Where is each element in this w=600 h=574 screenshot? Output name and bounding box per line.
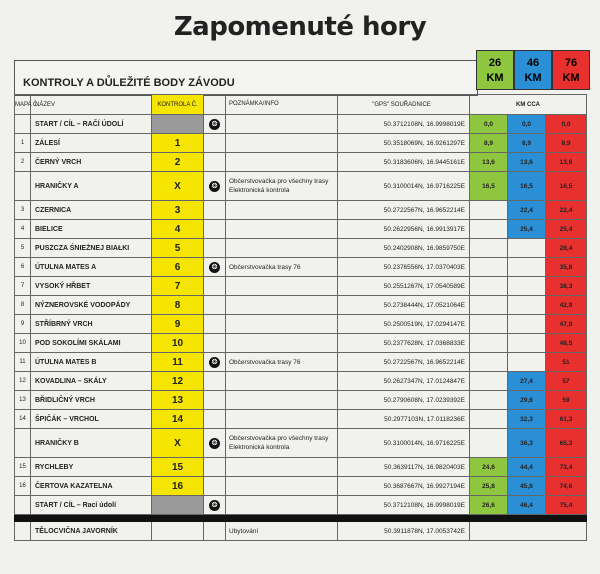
map-number: 2 xyxy=(15,153,31,172)
table-header-row xyxy=(15,95,587,115)
page-title: Zapomenuté hory xyxy=(173,12,427,42)
km26-cell: 0,0 xyxy=(470,115,508,134)
km26-cell: 26,6 xyxy=(470,496,508,515)
gps-cell: 50.3712108N, 16.9998019E xyxy=(338,496,470,515)
gps-cell: 50.3639117N, 16.9820403E xyxy=(338,458,470,477)
note-line: Občerstvovačka pro všechny trasy xyxy=(229,178,329,185)
separator-cell xyxy=(226,515,338,522)
separator-cell xyxy=(204,515,226,522)
map-number: 1 xyxy=(15,134,31,153)
food-cell xyxy=(204,315,226,334)
separator-cell xyxy=(31,515,152,522)
food-cell xyxy=(204,429,226,458)
km26-cell xyxy=(470,410,508,429)
table-row xyxy=(15,172,587,201)
km46-cell xyxy=(508,315,546,334)
note-cell xyxy=(226,429,338,458)
gps-cell: 50.3100014N, 16.9716225E xyxy=(338,172,470,201)
checkpoint-name: ZÁLESÍ xyxy=(31,134,152,153)
checkpoint-name: NÝZNEROVSKÉ VODOPÁDY xyxy=(31,296,152,315)
km26-cell: 13,6 xyxy=(470,153,508,172)
km-26-header xyxy=(476,50,514,90)
km46-cell: 44,4 xyxy=(508,458,546,477)
food-cell xyxy=(204,353,226,372)
km26-cell: 8,9 xyxy=(470,134,508,153)
note-cell xyxy=(226,220,338,239)
control-number: 4 xyxy=(152,220,204,239)
km26-cell xyxy=(470,258,508,277)
note-cell xyxy=(226,334,338,353)
food-cell xyxy=(204,172,226,201)
table-row xyxy=(15,477,587,496)
km46-cell xyxy=(508,334,546,353)
km46-cell: 45,6 xyxy=(508,477,546,496)
km46-cell: 32,3 xyxy=(508,410,546,429)
food-cell xyxy=(204,410,226,429)
note-cell xyxy=(226,201,338,220)
km26-cell: 16,5 xyxy=(470,172,508,201)
control-number: 1 xyxy=(152,134,204,153)
gps-cell: 50.2551267N, 17.0540589E xyxy=(338,277,470,296)
map-number: 11 xyxy=(15,353,31,372)
gps-cell: 50.2402908N, 16.9859750E xyxy=(338,239,470,258)
table-row xyxy=(15,277,587,296)
km-header-label: 76 xyxy=(564,57,578,69)
km76-cell: 16,5 xyxy=(546,172,587,201)
note-cell xyxy=(226,258,338,277)
control-number: 6 xyxy=(152,258,204,277)
km26-cell xyxy=(470,239,508,258)
food-cell xyxy=(204,391,226,410)
map-number: 15 xyxy=(15,458,31,477)
km76-cell: 25,4 xyxy=(546,220,587,239)
control-number xyxy=(152,496,204,515)
km76-cell: 28,4 xyxy=(546,239,587,258)
km76-cell: 8,9 xyxy=(546,134,587,153)
km46-cell: 29,6 xyxy=(508,391,546,410)
control-number: 14 xyxy=(152,410,204,429)
checkpoint-name: ÚTULNA MATES B xyxy=(31,353,152,372)
section-header xyxy=(14,60,478,96)
gps-cell: 50.2738444N, 17.0521064E xyxy=(338,296,470,315)
km46-cell: 27,4 xyxy=(508,372,546,391)
km76-cell: 74,6 xyxy=(546,477,587,496)
km46-cell xyxy=(508,258,546,277)
map-number: 3 xyxy=(15,201,31,220)
km26-cell xyxy=(470,372,508,391)
km76-cell: 73,4 xyxy=(546,458,587,477)
gps-cell: 50.2622956N, 16.9913917E xyxy=(338,220,470,239)
note-cell xyxy=(226,296,338,315)
km46-cell xyxy=(508,277,546,296)
gps-cell: 50.3687667N, 16.9927194E xyxy=(338,477,470,496)
note-cell xyxy=(226,239,338,258)
gps-cell: 50.3100014N, 16.9716225E xyxy=(338,429,470,458)
km46-cell: 22,4 xyxy=(508,201,546,220)
checkpoint-name: ČERNÝ VRCH xyxy=(31,153,152,172)
food-cell xyxy=(204,239,226,258)
km46-cell: 36,3 xyxy=(508,429,546,458)
gps-cell: 50.3518069N, 16.9261297E xyxy=(338,134,470,153)
table-row xyxy=(15,201,587,220)
map-number: 16 xyxy=(15,477,31,496)
checkpoint-name: BIELICE xyxy=(31,220,152,239)
km-76-header xyxy=(552,50,590,90)
gps-cell: 50.3712108N, 16.9998019E xyxy=(338,115,470,134)
map-number xyxy=(15,115,31,134)
header-control: KONTROLA Č. xyxy=(152,95,204,115)
food-cell xyxy=(204,477,226,496)
control-number: 9 xyxy=(152,315,204,334)
km-header-label: 46 xyxy=(526,57,540,69)
checkpoint-name: POD SOKOLÍMI SKÁLAMI xyxy=(31,334,152,353)
control-number xyxy=(152,522,204,541)
control-number: 8 xyxy=(152,296,204,315)
km26-cell xyxy=(470,277,508,296)
gps-cell: 50.2722567N, 16.9652214E xyxy=(338,201,470,220)
km-header-label: 26 xyxy=(488,57,502,69)
km76-cell: 65,3 xyxy=(546,429,587,458)
km26-cell xyxy=(470,334,508,353)
km76-cell: 75,4 xyxy=(546,496,587,515)
food-cell xyxy=(204,258,226,277)
checkpoint-name: ÚTULNA MATES A xyxy=(31,258,152,277)
km26-cell: 25,8 xyxy=(470,477,508,496)
km76-cell: 22,4 xyxy=(546,201,587,220)
control-number: 12 xyxy=(152,372,204,391)
table-row xyxy=(15,372,587,391)
checkpoint-name: STŘÍBRNÝ VRCH xyxy=(31,315,152,334)
km76-cell: 61,3 xyxy=(546,410,587,429)
food-cell xyxy=(204,372,226,391)
control-number: 11 xyxy=(152,353,204,372)
km76-cell: 35,8 xyxy=(546,258,587,277)
note-cell: Ubytování xyxy=(226,522,338,541)
table-row xyxy=(15,458,587,477)
control-number: 13 xyxy=(152,391,204,410)
control-number: 16 xyxy=(152,477,204,496)
note-cell xyxy=(226,153,338,172)
checkpoint-name: CZERNICA xyxy=(31,201,152,220)
note-cell xyxy=(226,115,338,134)
separator-row xyxy=(15,515,587,522)
header-icon xyxy=(204,95,226,115)
note-cell xyxy=(226,172,338,201)
checkpoint-name: START / CÍL – Rací údolí xyxy=(31,496,152,515)
note-cell xyxy=(226,458,338,477)
separator-cell xyxy=(15,515,31,522)
separator-cell xyxy=(152,515,204,522)
map-number: 9 xyxy=(15,315,31,334)
km76-cell: 51 xyxy=(546,353,587,372)
note-line: Občerstvovačka trasy 76 xyxy=(229,358,301,366)
km46-cell xyxy=(508,296,546,315)
km76-cell: 0,0 xyxy=(546,115,587,134)
table-row xyxy=(15,134,587,153)
map-number xyxy=(15,522,31,541)
km46-cell xyxy=(508,239,546,258)
gps-cell: 50.2376556N, 17.0370403E xyxy=(338,258,470,277)
gps-cell: 50.2977103N, 17.0118236E xyxy=(338,410,470,429)
control-number: X xyxy=(152,172,204,201)
km76-cell: 59 xyxy=(546,391,587,410)
map-number: 4 xyxy=(15,220,31,239)
control-number: 15 xyxy=(152,458,204,477)
food-cell xyxy=(204,277,226,296)
control-number: 2 xyxy=(152,153,204,172)
map-number: 8 xyxy=(15,296,31,315)
table-row xyxy=(15,429,587,458)
gps-cell: 50.2500519N, 17.0294147E xyxy=(338,315,470,334)
note-line: Občerstvovačka trasy 76 xyxy=(229,263,301,271)
map-number xyxy=(15,172,31,201)
km76-cell: 38,3 xyxy=(546,277,587,296)
control-number: 3 xyxy=(152,201,204,220)
separator-cell xyxy=(508,515,546,522)
map-number: 7 xyxy=(15,277,31,296)
lodging-row xyxy=(15,522,587,541)
km46-cell xyxy=(508,353,546,372)
food-cell xyxy=(204,220,226,239)
gps-cell: 50.3183606N, 16.9445161E xyxy=(338,153,470,172)
km76-cell: 57 xyxy=(546,372,587,391)
checkpoint-name: KOVADLINA – SKÁLY xyxy=(31,372,152,391)
control-number: 10 xyxy=(152,334,204,353)
note-cell xyxy=(226,496,338,515)
map-number: 12 xyxy=(15,372,31,391)
header-gps: "GPS" SOUŘADNICE xyxy=(338,95,470,115)
refreshment-icon: ❂ xyxy=(209,181,220,192)
control-number: 7 xyxy=(152,277,204,296)
km46-cell: 13,6 xyxy=(508,153,546,172)
refreshment-icon: ❂ xyxy=(209,357,220,368)
table-row xyxy=(15,353,587,372)
table-row xyxy=(15,220,587,239)
note-cell xyxy=(226,315,338,334)
checkpoint-name: TĚLOCVIČNA JAVORNÍK xyxy=(31,522,152,541)
refreshment-icon: ❂ xyxy=(209,438,220,449)
gps-cell: 50.2627347N, 17.0124847E xyxy=(338,372,470,391)
checkpoint-name: ŠPIČÁK – VRCHOL xyxy=(31,410,152,429)
table-row xyxy=(15,391,587,410)
km46-cell: 8,9 xyxy=(508,134,546,153)
checkpoint-name: ČERTOVA KAZATELNA xyxy=(31,477,152,496)
header-note: POZNÁMKA/INFO xyxy=(226,95,338,115)
food-cell xyxy=(204,115,226,134)
km26-cell xyxy=(470,315,508,334)
checkpoint-name: PUSZCZA ŚNIEŻNEJ BIAŁKI xyxy=(31,239,152,258)
table-row xyxy=(15,258,587,277)
refreshment-icon: ❂ xyxy=(209,119,220,130)
control-number xyxy=(152,115,204,134)
km-46-header xyxy=(514,50,552,90)
separator-cell xyxy=(470,515,508,522)
km-header-label: KM xyxy=(486,72,504,84)
note-cell xyxy=(226,391,338,410)
control-number: X xyxy=(152,429,204,458)
km-header-label: KM xyxy=(562,72,580,84)
food-cell xyxy=(204,296,226,315)
table-row xyxy=(15,334,587,353)
note-line: Občerstvovačka pro všechny trasy xyxy=(229,435,329,442)
map-number: 10 xyxy=(15,334,31,353)
km46-cell: 46,4 xyxy=(508,496,546,515)
note-cell xyxy=(226,134,338,153)
food-cell xyxy=(204,334,226,353)
km76-cell: 13,6 xyxy=(546,153,587,172)
control-number: 5 xyxy=(152,239,204,258)
km76-cell: 42,9 xyxy=(546,296,587,315)
km26-cell: 24,6 xyxy=(470,458,508,477)
km26-cell xyxy=(470,220,508,239)
checkpoint-name: HRANIČKY A xyxy=(31,172,152,201)
note-cell xyxy=(226,277,338,296)
km26-cell xyxy=(470,429,508,458)
food-cell xyxy=(204,458,226,477)
food-cell xyxy=(204,496,226,515)
map-number: 5 xyxy=(15,239,31,258)
map-number xyxy=(15,429,31,458)
map-number: 14 xyxy=(15,410,31,429)
note-cell xyxy=(226,372,338,391)
km26-cell xyxy=(470,296,508,315)
food-cell xyxy=(204,134,226,153)
note-cell xyxy=(226,353,338,372)
controls-table xyxy=(14,94,587,541)
note-line: Elektronická kontrola xyxy=(229,444,290,451)
table-row xyxy=(15,153,587,172)
map-number: 13 xyxy=(15,391,31,410)
note-cell xyxy=(226,410,338,429)
km46-cell: 25,4 xyxy=(508,220,546,239)
table-row xyxy=(15,315,587,334)
table-row xyxy=(15,239,587,258)
gps-cell: 50.2790608N, 17.0239392E xyxy=(338,391,470,410)
checkpoint-name: BŘIDLIČNÝ VRCH xyxy=(31,391,152,410)
refreshment-icon: ❂ xyxy=(209,262,220,273)
km-header-label: KM xyxy=(524,72,542,84)
header-name: NÁZEV xyxy=(31,95,152,115)
food-cell xyxy=(204,201,226,220)
separator-cell xyxy=(546,515,587,522)
food-cell xyxy=(204,153,226,172)
table-row xyxy=(15,496,587,515)
checkpoint-name: RYCHLEBY xyxy=(31,458,152,477)
table-row xyxy=(15,410,587,429)
separator-cell xyxy=(338,515,470,522)
checkpoint-name: VYSOKÝ HŘBET xyxy=(31,277,152,296)
refreshment-icon: ❂ xyxy=(209,500,220,511)
table-row xyxy=(15,296,587,315)
header-map: MAPA Č. xyxy=(15,95,31,115)
km-empty xyxy=(470,522,587,541)
header-km: KM CCA xyxy=(470,95,587,115)
km26-cell xyxy=(470,353,508,372)
table-row xyxy=(15,115,587,134)
km46-cell: 0,0 xyxy=(508,115,546,134)
map-number: 6 xyxy=(15,258,31,277)
food-cell xyxy=(204,522,226,541)
section-title: KONTROLY A DŮLEŽITÉ BODY ZÁVODU xyxy=(23,77,235,89)
gps-cell: 50.2722567N, 16.9652214E xyxy=(338,353,470,372)
gps-cell: 50.3911878N, 17.0053742E xyxy=(338,522,470,541)
km46-cell: 16,5 xyxy=(508,172,546,201)
checkpoint-name: START / CÍL – RAČÍ ÚDOLÍ xyxy=(31,115,152,134)
km26-cell xyxy=(470,391,508,410)
checkpoint-name: HRANIČKY B xyxy=(31,429,152,458)
note-line: Elektronická kontrola xyxy=(229,187,290,194)
map-number xyxy=(15,496,31,515)
km76-cell: 47,8 xyxy=(546,315,587,334)
note-cell xyxy=(226,477,338,496)
gps-cell: 50.2377628N, 17.0368833E xyxy=(338,334,470,353)
km26-cell xyxy=(470,201,508,220)
km76-cell: 48,5 xyxy=(546,334,587,353)
